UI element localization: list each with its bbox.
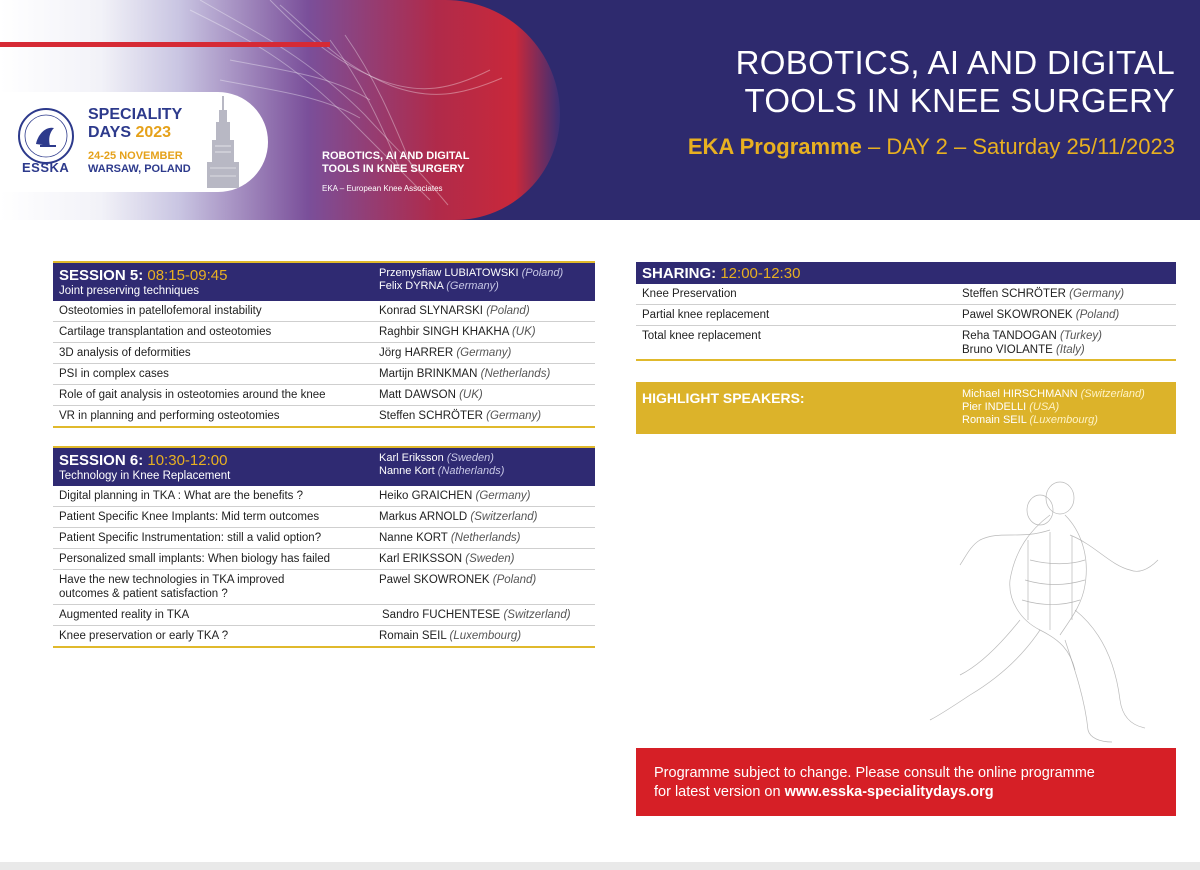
speaker-country: (Poland) bbox=[492, 574, 537, 586]
chair-country: (Poland) bbox=[521, 267, 564, 279]
speaker-country: (Germany) bbox=[456, 347, 512, 359]
banner-subtitle bbox=[322, 150, 469, 176]
speaker-country: (Poland) bbox=[486, 305, 530, 317]
sharing-table bbox=[636, 262, 1176, 361]
speaker bbox=[379, 325, 536, 339]
speaker bbox=[382, 608, 571, 622]
table-row bbox=[53, 507, 595, 528]
speaker-name: Michael HIRSCHMANN bbox=[962, 388, 1078, 400]
notice-prefix: for latest version on bbox=[654, 784, 785, 800]
speaker-country: (Switzerland) bbox=[1080, 388, 1145, 400]
speaker-name: Konrad SLYNARSKI bbox=[379, 305, 483, 317]
speaker-country: (Sweden) bbox=[465, 553, 515, 565]
session-6-chairs bbox=[379, 452, 504, 478]
esska-logo-text: ESSKA bbox=[22, 160, 70, 175]
table-row bbox=[53, 406, 595, 428]
table-row bbox=[53, 343, 595, 364]
speaker bbox=[379, 552, 515, 566]
talk-topic-line2: outcomes & patient satisfaction ? bbox=[59, 588, 228, 600]
talk-topic: Osteotomies in patellofemoral instability bbox=[59, 305, 262, 317]
speaker bbox=[379, 531, 521, 545]
table-row bbox=[53, 549, 595, 570]
session-5-subtitle: Joint preserving techniques bbox=[59, 285, 199, 297]
session-6-time: 10:30-12:00 bbox=[147, 452, 228, 469]
page-title-line2: TOOLS IN KNEE SURGERY bbox=[744, 82, 1175, 119]
sharing-header bbox=[636, 262, 1176, 284]
speaker-name: Jörg HARRER bbox=[379, 347, 454, 359]
table-row bbox=[53, 322, 595, 343]
table-row bbox=[53, 364, 595, 385]
speaker-country: (UK) bbox=[459, 389, 483, 401]
chair bbox=[379, 267, 563, 280]
speaker-name: Karl ERIKSSON bbox=[379, 553, 463, 565]
table-row bbox=[636, 326, 1176, 361]
sharing-title bbox=[642, 265, 800, 282]
session-6-header bbox=[53, 446, 595, 486]
chair bbox=[379, 452, 504, 465]
talk-topic: Total knee replacement bbox=[642, 330, 761, 342]
page-title bbox=[615, 44, 1175, 120]
speaker-name: Bruno VIOLANTE bbox=[962, 344, 1053, 356]
speaker-name: Heiko GRAICHEN bbox=[379, 490, 473, 502]
speciality-days-title bbox=[88, 106, 182, 142]
banner-sub-line2: TOOLS IN KNEE SURGERY bbox=[322, 163, 465, 175]
session-6-label: SESSION 6: bbox=[59, 452, 144, 469]
speaker bbox=[379, 304, 530, 318]
chair-name: Przemysfiaw LUBIATOWSKI bbox=[379, 267, 519, 279]
sd-place-text: WARSAW, POLAND bbox=[88, 163, 191, 175]
talk-topic: Digital planning in TKA : What are the benefits ? bbox=[59, 490, 303, 502]
table-row bbox=[53, 605, 595, 626]
speaker-name: Markus ARNOLD bbox=[379, 511, 468, 523]
speaker-name: Nanne KORT bbox=[379, 532, 448, 544]
notice-line1: Programme subject to change. Please consult the online programme bbox=[654, 765, 1095, 781]
speaker-country: (Switzerland) bbox=[470, 511, 538, 523]
sd-year: 2023 bbox=[135, 124, 172, 141]
talk-topic: Knee Preservation bbox=[642, 288, 737, 300]
wireframe-runner-figure bbox=[900, 470, 1190, 750]
sharing-label: SHARING: bbox=[642, 265, 717, 282]
session-5-label: SESSION 5: bbox=[59, 267, 144, 284]
talk-topic: Knee preservation or early TKA ? bbox=[59, 630, 229, 642]
highlight-speaker bbox=[962, 414, 1145, 427]
speaker bbox=[379, 573, 536, 587]
speaker-name: Romain SEIL bbox=[962, 414, 1027, 426]
programme-day-heading bbox=[688, 134, 1175, 160]
session-5-header bbox=[53, 261, 595, 301]
speaker-country: (USA) bbox=[1029, 401, 1060, 413]
speaker-name: Sandro FUCHENTESE bbox=[382, 609, 501, 621]
talk-topic-line1: Have the new technologies in TKA improved bbox=[59, 574, 285, 586]
speaker bbox=[379, 489, 530, 503]
chair-country: (Sweden) bbox=[446, 452, 494, 464]
table-row bbox=[53, 528, 595, 549]
sd-line2 bbox=[88, 124, 182, 142]
speaker-name: Pawel SKOWRONEK bbox=[379, 574, 490, 586]
programme-rest: – DAY 2 – Saturday 25/11/2023 bbox=[861, 134, 1175, 159]
speaker-name: Steffen SCHRÖTER bbox=[962, 288, 1066, 300]
notice-line2 bbox=[654, 784, 994, 800]
speaker-name: Martijn BRINKMAN bbox=[379, 368, 478, 380]
chair-name: Felix DYRNA bbox=[379, 280, 444, 292]
speaker-country: (Germany) bbox=[1069, 288, 1125, 300]
speaker-name: Raghbir SINGH KHAKHA bbox=[379, 326, 509, 338]
speaker bbox=[379, 346, 511, 360]
speaker bbox=[962, 287, 1124, 301]
speaker-name: Reha TANDOGAN bbox=[962, 330, 1057, 342]
chair-name: Karl Eriksson bbox=[379, 452, 444, 464]
programme-url-link[interactable]: www.esska-specialitydays.org bbox=[784, 784, 994, 800]
banner-sub-line1: ROBOTICS, AI AND DIGITAL bbox=[322, 150, 470, 162]
table-row bbox=[53, 570, 595, 605]
speaker-country: (Italy) bbox=[1055, 344, 1085, 356]
sd-dates-text: 24-25 NOVEMBER bbox=[88, 150, 183, 162]
talk-topic: Augmented reality in TKA bbox=[59, 609, 190, 621]
bottom-border bbox=[0, 862, 1200, 870]
speaker-country: (Switzerland) bbox=[503, 609, 571, 621]
speaker bbox=[379, 510, 538, 524]
sd-line1: SPECIALITY bbox=[88, 106, 183, 123]
speaker bbox=[962, 308, 1119, 322]
session-5-time: 08:15-09:45 bbox=[147, 267, 228, 284]
talk-topic: Patient Specific Instrumentation: still a valid option? bbox=[59, 532, 322, 544]
table-row bbox=[53, 385, 595, 406]
talk-topic bbox=[59, 573, 379, 601]
talk-topic: Role of gait analysis in osteotomies around the knee bbox=[59, 389, 326, 401]
speaker bbox=[379, 629, 521, 643]
talk-topic: Partial knee replacement bbox=[642, 309, 770, 321]
talk-topic: VR in planning and performing osteotomies bbox=[59, 410, 280, 422]
talk-topic: 3D analysis of deformities bbox=[59, 347, 191, 359]
highlight-speaker bbox=[962, 401, 1145, 414]
banner-association: EKA – European Knee Associates bbox=[322, 184, 443, 193]
talk-topic: PSI in complex cases bbox=[59, 368, 169, 380]
speaker-name: Matt DAWSON bbox=[379, 389, 456, 401]
session-6-title bbox=[59, 452, 227, 469]
chair bbox=[379, 280, 563, 293]
speaker bbox=[379, 367, 550, 381]
table-row bbox=[53, 301, 595, 322]
table-row bbox=[53, 626, 595, 648]
chair-name: Nanne Kort bbox=[379, 465, 435, 477]
sharing-time: 12:00-12:30 bbox=[720, 265, 801, 282]
programme-change-notice bbox=[636, 748, 1176, 816]
talk-topic: Personalized small implants: When biology has failed bbox=[59, 553, 331, 565]
speaker-country: (Poland) bbox=[1075, 309, 1120, 321]
speaker-name: Pier INDELLI bbox=[962, 401, 1027, 413]
speaker bbox=[379, 388, 483, 402]
speaker-country: (Netherlands) bbox=[450, 532, 521, 544]
highlight-speakers-box bbox=[636, 382, 1176, 434]
speaker-name: Steffen SCHRÖTER bbox=[379, 410, 483, 422]
speaker bbox=[962, 329, 1102, 357]
speaker-country: (Turkey) bbox=[1060, 330, 1102, 342]
table-row bbox=[636, 284, 1176, 305]
header-banner bbox=[0, 0, 1200, 220]
highlight-title: HIGHLIGHT SPEAKERS: bbox=[642, 390, 805, 406]
page-title-line1: ROBOTICS, AI AND DIGITAL bbox=[735, 44, 1175, 81]
highlight-speaker bbox=[962, 388, 1145, 401]
table-row bbox=[636, 305, 1176, 326]
speaker-country: (Luxembourg) bbox=[1029, 414, 1098, 426]
speaker-country: (Germany) bbox=[486, 410, 542, 422]
programme-bold: EKA Programme bbox=[687, 134, 862, 159]
speaker-country: (Netherlands) bbox=[480, 368, 551, 380]
speaker-country: (Luxembourg) bbox=[449, 630, 522, 642]
session-6-subtitle: Technology in Knee Replacement bbox=[59, 470, 231, 482]
sd-days-word: DAYS bbox=[88, 124, 131, 141]
highlight-speaker-list bbox=[962, 388, 1145, 427]
chair-country: (Natherlands) bbox=[437, 465, 505, 477]
speaker-name: Pawel SKOWRONEK bbox=[962, 309, 1073, 321]
speciality-days-dates bbox=[88, 150, 191, 176]
talk-topic: Patient Specific Knee Implants: Mid term outcomes bbox=[59, 511, 320, 523]
table-row bbox=[53, 486, 595, 507]
palace-of-culture-tower-icon bbox=[205, 96, 241, 188]
talk-topic: Cartilage transplantation and osteotomies bbox=[59, 326, 272, 338]
speaker-country: (Germany) bbox=[475, 490, 531, 502]
speaker-name: Romain SEIL bbox=[379, 630, 447, 642]
session-5-table bbox=[53, 261, 595, 428]
session-6-table bbox=[53, 446, 595, 648]
speaker-country: (UK) bbox=[511, 326, 536, 338]
session-5-title bbox=[59, 267, 227, 284]
chair bbox=[379, 465, 504, 478]
chair-country: (Germany) bbox=[446, 280, 499, 292]
esska-emblem-icon bbox=[16, 106, 76, 166]
speaker bbox=[379, 409, 541, 423]
session-5-chairs bbox=[379, 267, 563, 293]
banner-red-line bbox=[0, 42, 330, 47]
